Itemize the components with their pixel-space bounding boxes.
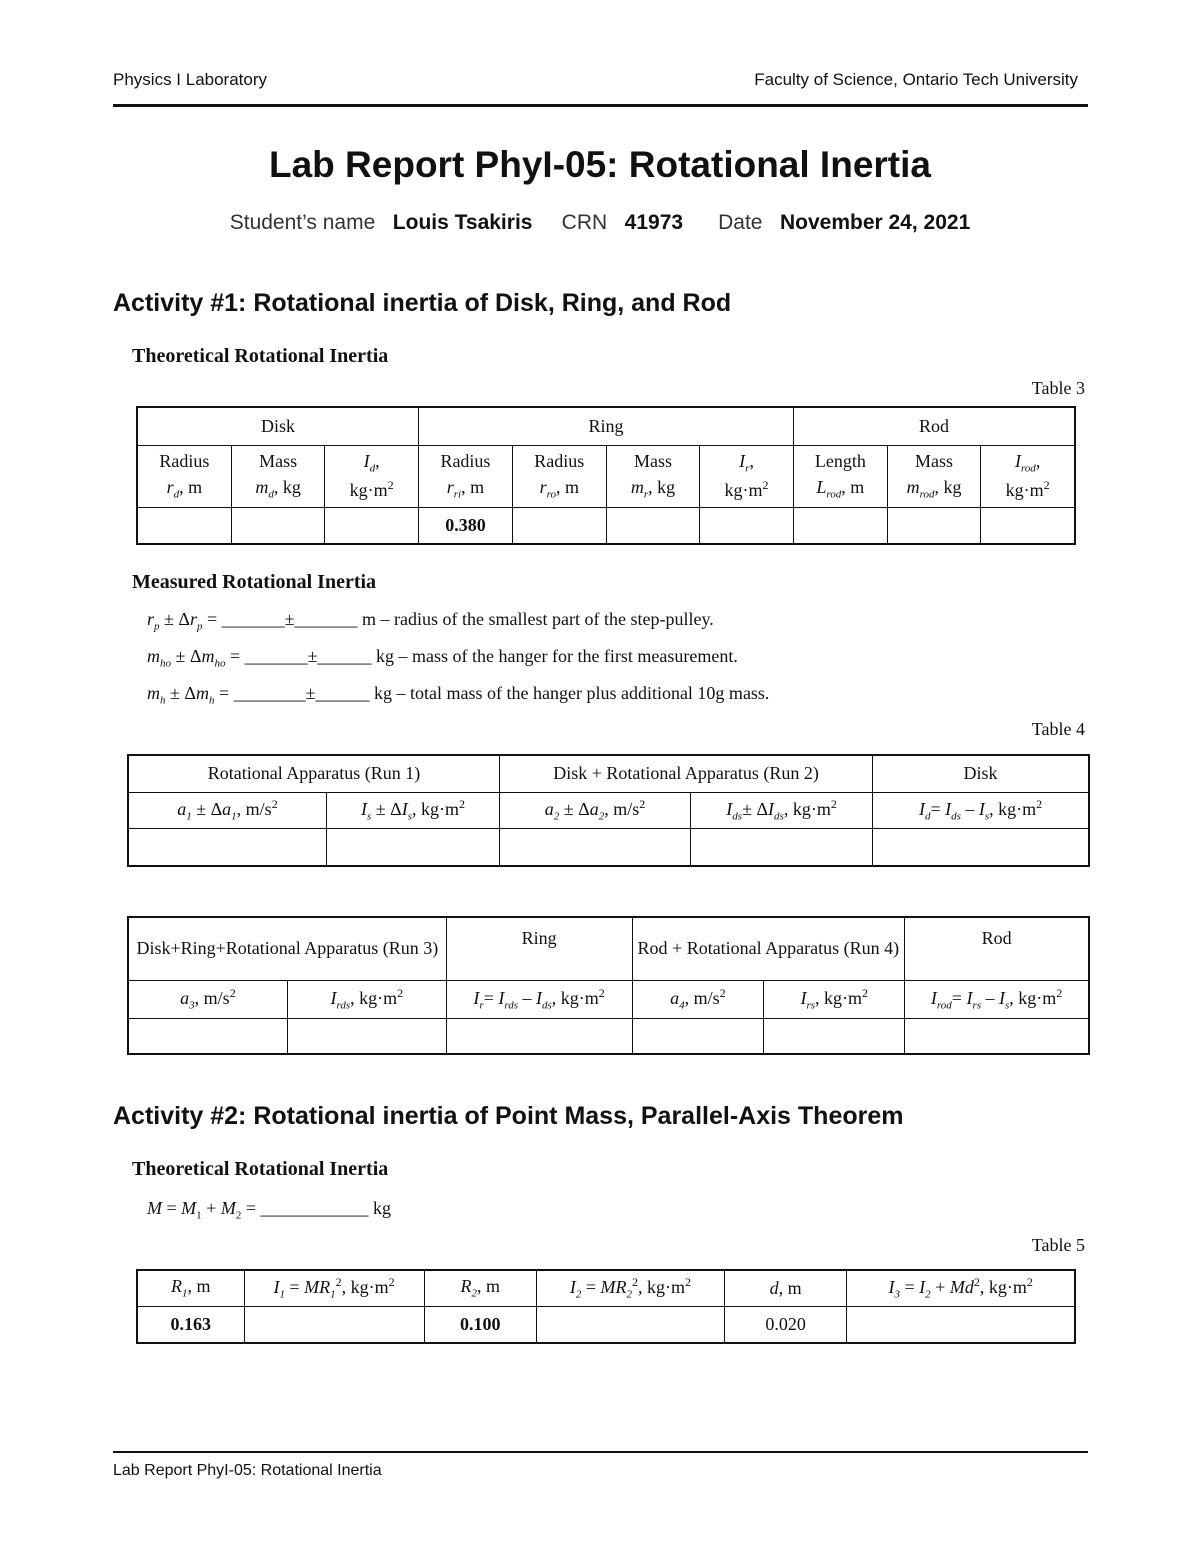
table3-header-disk-radius: Radius $r_d$, m [137, 445, 231, 507]
table5-header-r1: $R_1$, m [137, 1270, 244, 1306]
table5-cell-i3[interactable] [847, 1306, 1075, 1343]
activity2-theoretical-heading: Theoretical Rotational Inertia [132, 1158, 389, 1180]
table3-header-ring-inner-radius: Radius $r_{ri}$, m [419, 445, 513, 507]
table4-caption: Table 4 [1031, 719, 1085, 739]
table4-header-is: $I_s \pm \Delta I_s$, $kg\cdot m^2$ [326, 792, 499, 828]
table3-cell-ring-inner-radius[interactable]: 0.380 [419, 507, 513, 544]
table4-header-a1: $a_1 \pm \Delta a_1$, $m/s^2$ [128, 792, 326, 828]
table3-group-rod: Rod [793, 407, 1075, 445]
table5-cell-i1[interactable] [244, 1306, 424, 1343]
table4-group-disk: Disk [873, 755, 1089, 792]
table4b [127, 916, 1090, 1055]
table3-header-ring-mass: Mass $m_r$, kg [606, 445, 699, 507]
table5-header-i1: $I_1 = MR_1^2$, $kg\cdot m^2$ [244, 1270, 424, 1306]
table4b-header-irds: $I_{rds}$, $kg\cdot m^2$ [287, 980, 446, 1018]
table4b-group-ring: Ring [446, 917, 632, 980]
table3-cell-disk-radius[interactable] [137, 507, 231, 544]
table4b-group-run4: Rod + Rotational Apparatus (Run 4) [632, 917, 905, 980]
table4b-header-irs: $I_{rs}$, $kg\cdot m^2$ [764, 980, 905, 1018]
measured-line-pulley-radius: $r_p \pm \Delta r_p$ = _______±_______ m – radius of the smallest part of the step-pulley. [147, 609, 714, 633]
table4b-cell-ir[interactable] [446, 1018, 632, 1054]
crn-value: 41973 [624, 211, 684, 234]
table3-cell-disk-mass[interactable] [231, 507, 324, 544]
table3-caption: Table 3 [1031, 378, 1085, 398]
table3-cell-disk-inertia[interactable] [325, 507, 419, 544]
table4-group-run1: Rotational Apparatus (Run 1) [128, 755, 500, 792]
table4-header-id: $I_d= I_{ds} - I_s$, $kg\cdot m^2$ [873, 792, 1089, 828]
table5-header-i2: $I_2 = MR_2^2$, $kg\cdot m^2$ [537, 1270, 725, 1306]
table4b-group-run3: Disk+Ring+Rotational Apparatus (Run 3) [128, 917, 446, 980]
student-name: Louis Tsakiris [392, 211, 533, 234]
table4b-header-a3: $a_3$, $m/s^2$ [128, 980, 287, 1018]
total-mass-line-text: = ____________ kg [241, 1198, 391, 1218]
table5-cell-r2[interactable]: 0.100 [424, 1306, 536, 1343]
table4b-cell-a3[interactable] [128, 1018, 287, 1054]
measured-line-total-mass-text: = ________±______ kg – total mass of the hanger plus additional 10g mass. [214, 683, 770, 703]
table4b-cell-irod[interactable] [905, 1018, 1089, 1054]
header-left: Physics I Laboratory [113, 70, 268, 89]
table5-cell-d[interactable]: 0.020 [724, 1306, 846, 1343]
activity1-heading: Activity #1: Rotational inertia of Disk, Ring, and Rod [113, 289, 732, 317]
table5 [136, 1269, 1076, 1344]
footer-text: Lab Report PhyI-05: Rotational Inertia [113, 1462, 382, 1479]
table3-header-disk-inertia: $I_d$, $kg\cdot m^2$ [325, 445, 419, 507]
header-right: Faculty of Science, Ontario Tech University [754, 70, 1078, 89]
table4-group-run2: Disk + Rotational Apparatus (Run 2) [500, 755, 873, 792]
table5-header-d: d, m [724, 1270, 846, 1306]
table4-header-ids: $I_{ds}\pm \Delta I_{ds}$, $kg\cdot m^2$ [691, 792, 873, 828]
table4-cell-a2[interactable] [500, 828, 691, 866]
table4b-header-irod: $I_{rod}= I_{rs} - I_s$, $kg\cdot m^2$ [905, 980, 1089, 1018]
table3-header-ring-outer-radius: Radius $r_{ro}$, m [512, 445, 606, 507]
footer-rule [113, 1451, 1088, 1453]
measured-line-hanger-mass: $m_{ho} \pm \Delta m_{ho}$ = _______±______ kg – mass of the hanger for the first measurement. [147, 646, 738, 670]
student-info [0, 211, 1200, 235]
table4b-cell-irs[interactable] [764, 1018, 905, 1054]
table4 [127, 754, 1090, 867]
table3-cell-rod-inertia[interactable] [981, 507, 1075, 544]
total-mass-line: $M = M_1 + M_2$ = ____________ kg [147, 1198, 391, 1222]
table3-header-disk-mass: Mass $m_d$, kg [231, 445, 324, 507]
table3-header-ring-inertia: $I_r$, $kg\cdot m^2$ [700, 445, 794, 507]
table3-cell-ring-outer-radius[interactable] [512, 507, 606, 544]
date-value: November 24, 2021 [779, 211, 971, 234]
header-rule [113, 104, 1088, 107]
date-label: Date [718, 211, 763, 234]
measured-heading: Measured Rotational Inertia [132, 571, 377, 593]
table3-cell-ring-inertia[interactable] [700, 507, 794, 544]
page-title: Lab Report PhyI-05: Rotational Inertia [269, 144, 931, 185]
table4b-cell-a4[interactable] [632, 1018, 764, 1054]
table4-cell-is[interactable] [326, 828, 499, 866]
measured-line-pulley-radius-text: = _______±_______ m – radius of the smallest part of the step-pulley. [202, 609, 714, 629]
table5-header-i3: $I_3 = I_2 + Md^2$, $kg\cdot m^2$ [847, 1270, 1075, 1306]
table5-cell-r1[interactable]: 0.163 [137, 1306, 244, 1343]
student-name-label: Student’s name [229, 211, 376, 234]
table4-cell-ids[interactable] [691, 828, 873, 866]
measured-line-total-mass: $m_h \pm \Delta m_h$ = ________±______ kg – total mass of the hanger plus additional 10g mass. [147, 683, 770, 707]
table3-header-rod-length: Length $L_{rod}$, m [793, 445, 887, 507]
table4-header-a2: $a_2 \pm \Delta a_2$, $m/s^2$ [500, 792, 691, 828]
table3-cell-rod-length[interactable] [793, 507, 887, 544]
table4-cell-a1[interactable] [128, 828, 326, 866]
table5-header-r2: $R_2$, m [424, 1270, 536, 1306]
table4b-group-rod: Rod [905, 917, 1089, 980]
table3-cell-ring-mass[interactable] [606, 507, 699, 544]
table3 [136, 406, 1076, 545]
table4b-header-ir: $I_r= I_{rds} - I_{ds}$, $kg\cdot m^2$ [446, 980, 632, 1018]
measured-line-hanger-mass-text: = _______±______ kg – mass of the hanger for the first measurement. [225, 646, 738, 666]
table4-cell-id[interactable] [873, 828, 1089, 866]
activity1-theoretical-heading: Theoretical Rotational Inertia [132, 345, 389, 367]
crn-label: CRN [561, 211, 608, 234]
table4b-cell-irds[interactable] [287, 1018, 446, 1054]
table4b-header-a4: $a_4$, $m/s^2$ [632, 980, 764, 1018]
table3-group-ring: Ring [419, 407, 794, 445]
table3-header-rod-inertia: $I_{rod}$, $kg\cdot m^2$ [981, 445, 1075, 507]
table3-cell-rod-mass[interactable] [887, 507, 980, 544]
table3-header-rod-mass: Mass $m_{rod}$, kg [887, 445, 980, 507]
activity2-heading: Activity #2: Rotational inertia of Point Mass, Parallel-Axis Theorem [113, 1102, 904, 1130]
table5-caption: Table 5 [1031, 1235, 1085, 1255]
table3-group-disk: Disk [137, 407, 419, 445]
table5-cell-i2[interactable] [537, 1306, 725, 1343]
